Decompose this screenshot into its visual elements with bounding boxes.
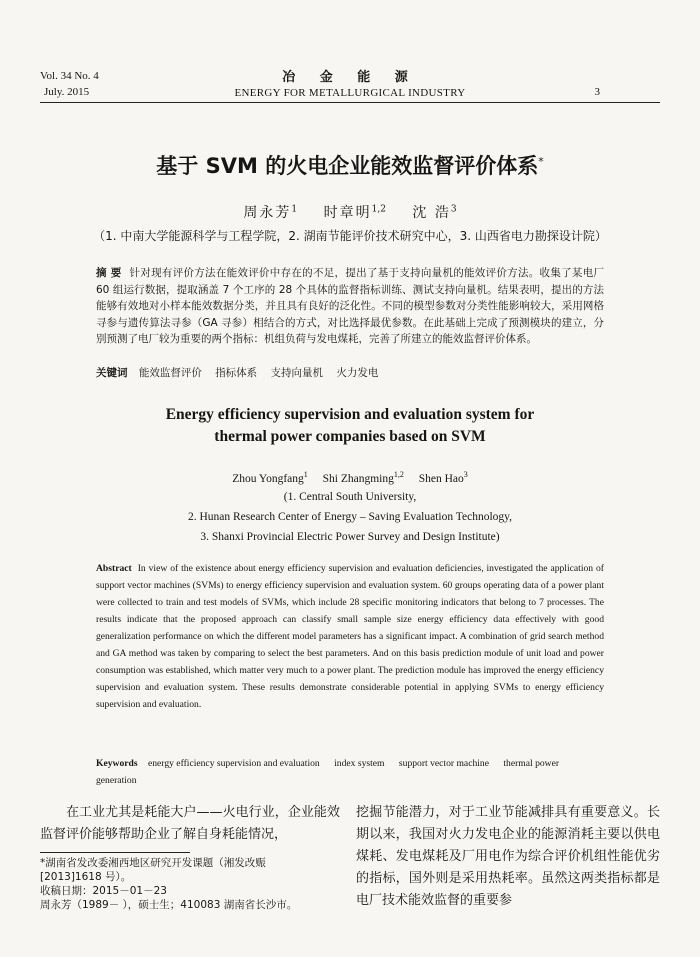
footnote-rule [40, 852, 190, 853]
author-en: Shen Hao$^3$ [418, 470, 468, 485]
body-text-right: 挖掘节能潜力，对于工业节能减排具有重要意义。长期以来，我国对火力发电企业的能源消耗主要以供电煤耗、发电煤耗及厂用电作为综合评价机组性能优劣的指标，国外则是采用热耗率。虽然这两类指标都是电厂技术能效监督的重要参 [356, 805, 660, 908]
abstract-en-text: In view of the existence about energy efficiency supervision and evaluation deficiencies, investigated the application of support vector machines (SVMs) to energy efficiency supervision and evaluation system. 60 groups operating data of a power plant were collected to train and test models of SVMs, which include 28 specific monitoring indicators that belong to 7 processes. The results indicate that the proposed approach can classify small sample size energy efficiency data effectively with good generalization performance on which the different model parameters has a significant impact. A combination of grid search method and GA method was taken by comparing to select the best parameters. And on this basis prediction module of unit load and power consumption was established, which matter very much to a power plant. The prediction module has improved the energy efficiency supervision and evaluation system. These results demonstrate considerable potential in applying SVMs to energy efficiency supervision and evaluation. [96, 563, 604, 710]
abstract-cn-text: 针对现有评价方法在能效评价中存在的不足，提出了基于支持向量机的能效评价方法。收集了某电厂 60 组运行数据，提取涵盖 7 个工序的 28 个具体的监督指标训练、测试支持向量机。结果表明，提出的方法能够有效地对小样本能效数据分类，并且具有良好的泛化性。不同的模型参数对分类性能影响较大，采用网格寻参与遗传算法寻参（GA 寻参）相结合的方式，对比选择最优参数。在此基础上完成了预测模块的建立，分别预测了电厂较为重要的两个指标：机组负荷与发电煤耗，完善了所建立的能效监督评价体系。 [96, 267, 605, 345]
keywords-cn-label: 关键词 [96, 367, 128, 379]
affiliation-en [0, 487, 700, 547]
affiliation-en-line: 2. Hunan Research Center of Energy – Saving Evaluation Technology, [187, 511, 513, 523]
paper-title-cn [0, 150, 700, 180]
footnote-line: 周永芳（1989－ ），硕士生；410083 湖南省长沙市。 [40, 899, 298, 911]
title-footnote-mark: * [538, 155, 544, 168]
paper-title-en [0, 404, 700, 448]
footnote-line: *湖南省发改委湘西地区研究开发课题（湘发改赈 [40, 857, 266, 869]
affiliation-en-line: (1. Central South University, [283, 491, 417, 503]
authors-en [0, 470, 700, 485]
keyword-en: thermal power generation [96, 758, 560, 786]
abstract-en-label: Abstract [96, 563, 132, 574]
abstract-en [96, 560, 604, 713]
title-en-line: thermal power companies based on SVM [214, 428, 486, 445]
abstract-cn [96, 265, 604, 348]
keyword-cn: 支持向量机 [270, 367, 324, 379]
authors-cn [0, 202, 700, 222]
title-en-line: Energy efficiency supervision and evaluation system for [165, 406, 535, 423]
keywords-en [96, 755, 604, 789]
body-text-left: 在工业尤其是耗能大户——火电行业，企业能效监督评价能够帮助企业了解自身耗能情况， [40, 805, 340, 842]
affiliation-en-line: 3. Shanxi Provincial Electric Power Survey and Design Institute) [200, 531, 500, 543]
author-en: Zhou Yongfang$^1$ [232, 470, 308, 485]
keywords-cn [96, 365, 604, 380]
abstract-cn-label: 摘 要 [96, 267, 122, 279]
footnote [40, 856, 320, 912]
volume-number: Vol. 34 No. 4 [40, 70, 99, 82]
footnote-line: 收稿日期：2015－01－23 [40, 885, 167, 897]
keyword-cn: 能效监督评价 [138, 367, 202, 379]
author-en: Shi Zhangming$^{1,2}$ [322, 470, 404, 485]
keywords-en-label: Keywords [96, 758, 138, 769]
header-rule [40, 102, 660, 103]
keyword-en: energy efficiency supervision and evaluation [147, 758, 320, 769]
author-cn: 沈 浩$^3$ [412, 204, 457, 221]
affiliation-cn: （1. 中南大学能源科学与工程学院，2. 湖南节能评价技术研究中心，3. 山西省电力勘探设计院） [93, 229, 607, 243]
keyword-cn: 火力发电 [336, 367, 379, 379]
page-number: 3 [594, 86, 600, 98]
author-cn: 时章明$^{1,2}$ [323, 204, 386, 221]
keyword-en: support vector machine [398, 758, 489, 769]
keyword-cn: 指标体系 [215, 367, 258, 379]
journal-name-cn: 冶 金 能 源 [282, 70, 418, 85]
issue-date: July. 2015 [44, 86, 90, 98]
title-cn-text: 基于 SVM 的火电企业能效监督评价体系 [156, 154, 539, 178]
journal-name-en: ENERGY FOR METALLURGICAL INDUSTRY [234, 87, 466, 99]
keyword-en: index system [334, 758, 385, 769]
author-cn: 周永芳$^1$ [243, 204, 298, 221]
footnote-line: [2013]1618 号）。 [40, 871, 132, 883]
